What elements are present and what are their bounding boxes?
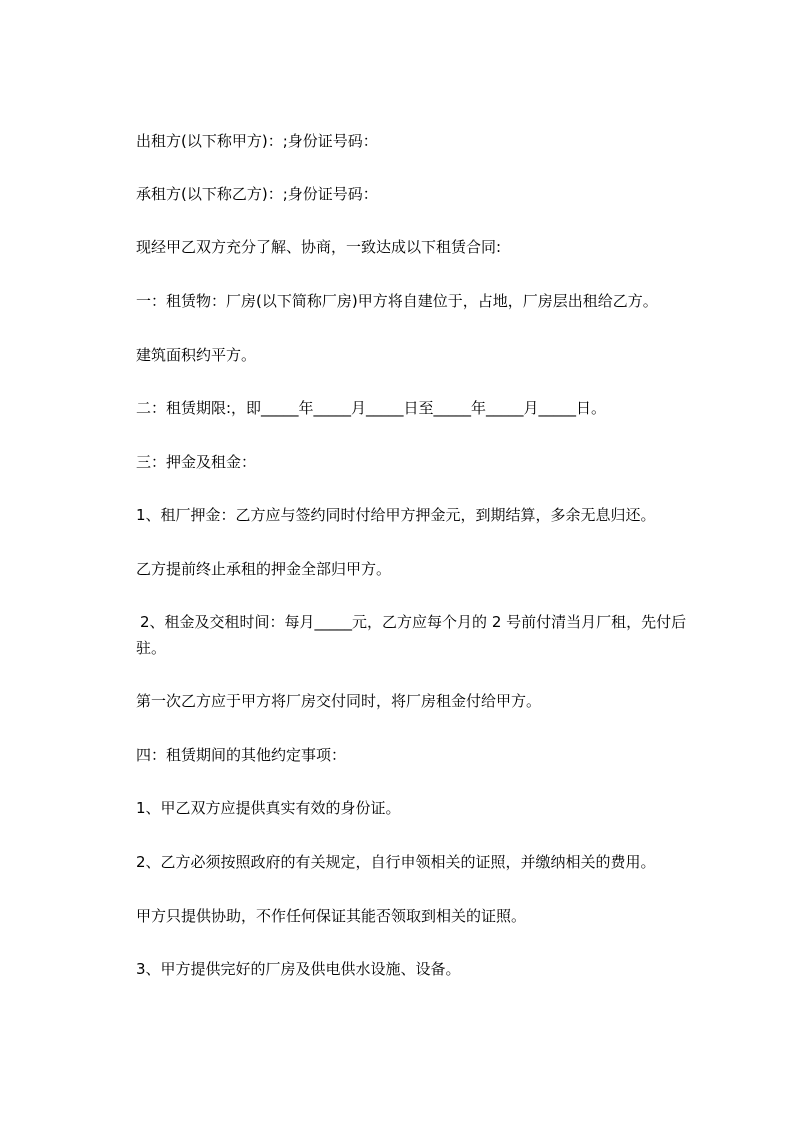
- section-2-lease-term: 二：租赁期限:，即_____年_____月_____日至_____年_____月_____日。: [136, 399, 607, 417]
- lessee-line: 承租方(以下称乙方)：;身份证号码：: [136, 185, 378, 203]
- early-termination-line: 乙方提前终止承租的押金全部归甲方。: [136, 560, 392, 578]
- section-4-heading: 四：租赁期间的其他约定事项：: [136, 746, 347, 764]
- assistance-line: 甲方只提供协助，不作任何保证其能否领取到相关的证照。: [136, 907, 527, 925]
- clause-3-1-deposit: 1、租厂押金：乙方应与签约同时付给甲方押金元，到期结算，多余无息归还。: [136, 506, 656, 524]
- clause-4-1-id: 1、甲乙双方应提供真实有效的身份证。: [136, 799, 401, 817]
- clause-3-2-rent: 2、租金及交租时间：每月_____元，乙方应每个月的 2 号前付清当月厂租，先付后驻。: [136, 613, 687, 657]
- building-area-line: 建筑面积约平方。: [136, 346, 257, 364]
- section-1-leased-property: 一：租赁物：厂房(以下简称厂房)甲方将自建位于，占地，厂房层出租给乙方。: [136, 292, 658, 310]
- clause-4-3-facilities: 3、甲方提供完好的厂房及供电供水设施、设备。: [136, 960, 461, 978]
- lessor-line: 出租方(以下称甲方)：;身份证号码：: [136, 132, 378, 150]
- section-3-heading: 三：押金及租金：: [136, 453, 257, 471]
- clause-4-2-licenses: 2、乙方必须按照政府的有关规定，自行申领相关的证照，并缴纳相关的费用。: [136, 853, 656, 871]
- agreement-intro: 现经甲乙双方充分了解、协商，一致达成以下租赁合同:: [136, 238, 502, 256]
- first-payment-line: 第一次乙方应于甲方将厂房交付同时，将厂房租金付给甲方。: [136, 692, 542, 710]
